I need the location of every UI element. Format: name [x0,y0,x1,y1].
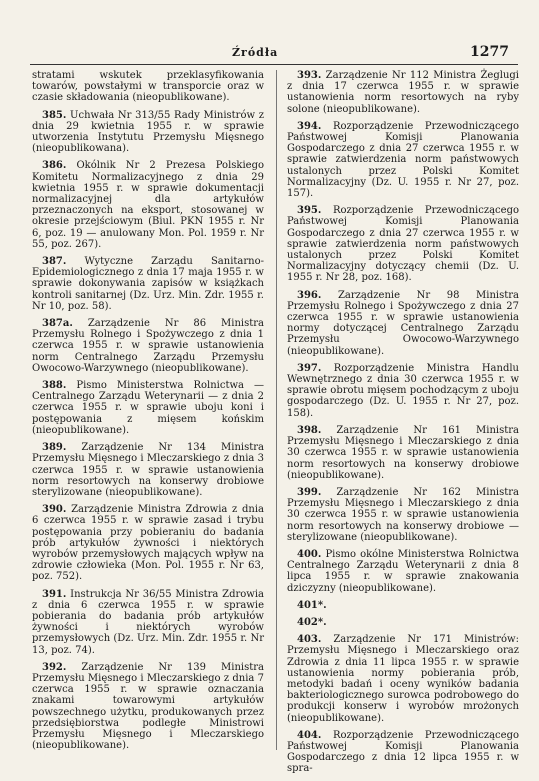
left-column [32,70,264,757]
entry-395: 395. Rozporządzenie Przewodniczącego Państwowej Komisji Planowania Gospodarczego z dnia 27 czerwca 1955 r. w sprawie zatwierdzenia norm państwowych ustalonych przez Polski Komitet Normalizacyjny dotyczący chemii (Dz. U. 1955 r. Nr 28, poz. 168). [287,205,519,284]
entry-399: 399. Zarządzenie Nr 162 Ministra Przemysłu Mięsnego i Mleczarskiego z dnia 30 czerwca 1955 r. w sprawie ustanowienia norm resortowych na konserwy drobiowe — sterylizowane (nieopublikowane). [287,486,519,543]
column-divider [276,70,277,750]
page-number: 1277 [470,44,509,60]
entry-386: 386. Okólnik Nr 2 Prezesa Polskiego Komitetu Normalizacyjnego z dnia 29 kwietnia 1955 r. w sprawie dokumentacji normalizacyjnej dla artykułów przeznaczonych na eksport, stosowanej w okresie przejściowym (Biul. PKN 1955 r. Nr 6, poz. 19 — anulowany Mon. Pol. 1959 r. Nr 55, poz. 267). [32,160,264,250]
page-header [0,0,539,64]
entry-continuation: stratami wskutek przeklasyfikowania towarów, powstałymi w transporcie oraz w czasie składowania (nieopublikowane). [32,70,264,104]
entry-394: 394. Rozporządzenie Przewodniczącego Państwowej Komisji Planowania Gospodarczego z dnia 27 czerwca 1955 r. w sprawie zatwierdzenia norm państwowych ustalonych przez Polski Komitet Normalizacyjny (Dz. U. 1955 r. Nr 27, poz. 157). [287,120,519,200]
entry-398: 398. Zarządzenie Nr 161 Ministra Przemysłu Mięsnego i Mleczarskiego z dnia 30 czerwca 1955 r. w sprawie ustanowienia norm resortowych na konserwy drobiowe (nieopublikowane). [287,424,519,481]
entry-404: 404. Rozporządzenie Przewodniczącego Państwowej Komisji Planowania Gospodarczego z dnia 12 lipca 1955 r. w spra- [287,729,519,775]
entry-392: 392. Zarządzenie Nr 139 Ministra Przemysłu Mięsnego i Mleczarskiego z dnia 7 czerwca 1955 r. w sprawie oznaczania znakami towarowymi artykułów powszechnego użytku, produkowanych przez przedsiębiorstwa podległe Ministrowi Przemysłu Mięsnego i Mleczarskiego (nieopublikowane). [32,661,264,752]
entry-403: 403. Zarządzenie Nr 171 Ministrów: Przemysłu Mięsnego i Mleczarskiego oraz Zdrowia z dnia 11 lipca 1955 r. w sprawie ustanowienia normy pobierania prób, metodyki badań i oceny wyników badania bakteriologicznego surowca podrobowego do produkcji konserw i wyrobów mrożonych (nieopublikowane). [287,634,519,724]
right-column [287,70,519,781]
entry-396: 396. Zarządzenie Nr 98 Ministra Przemysłu Rolnego i Spożywczego z dnia 27 czerwca 1955 r. w sprawie ustanowienia normy dotyczącej Centralnego Zarządu Przemysłu Owocowo-Warzywnego (nieopublikowane). [287,289,519,357]
entry-397: 397. Rozporządzenie Ministra Handlu Wewnętrznego z dnia 30 czerwca 1955 r. w sprawie obrotu mięsem pochodzącym z uboju gospodarczego (Dz. U. 1955 r. Nr 27, poz. 158). [287,362,519,419]
entry-388: 388. Pismo Ministerstwa Rolnictwa — Centralnego Zarządu Weterynarii — z dnia 2 czerwca 1955 r. w sprawie uboju koni i postępowania z mięsem końskim (nieopublikowane). [32,380,264,436]
entry-387a: 387a. Zarządzenie Nr 86 Ministra Przemysłu Rolnego i Spożywczego z dnia 1 czerwca 1955 r. w sprawie ustanowienia norm Centralnego Zarządu Przemysłu Owocowo-Warzywnego (nieopublikowane). [32,318,264,374]
header-rule [30,64,518,65]
entry-393: 393. Zarządzenie Nr 112 Ministra Żeglugi z dnia 17 czerwca 1955 r. w sprawie ustanowienia norm resortowych na ryby solone (nieopublikowane). [287,70,519,115]
entry-389: 389. Zarządzenie Nr 134 Ministra Przemysłu Mięsnego i Mleczarskiego z dnia 3 czerwca 1955 r. w sprawie ustanowienia norm resortowych na konserwy drobiowe sterylizowane (nieopublikowane). [32,442,264,498]
entry-402: 402*. [297,616,327,628]
entry-390: 390. Zarządzenie Ministra Zdrowia z dnia 6 czerwca 1955 r. w sprawie zasad i trybu postępowania przy pobieraniu do badania prób artykułów żywności i niektórych wyrobów przemysłowych mających wpływ na zdrowie człowieka (Mon. Pol. 1955 r. Nr 63, poz. 752). [32,504,265,583]
running-head: Źródła [232,46,279,59]
entry-400: 400. Pismo okólne Ministerstwa Rolnictwa Centralnego Zarządu Weterynarii z dnia 8 lipca 1955 r. w sprawie znakowania dziczyzny (nieopublikowane). [287,548,519,594]
entry-391: 391. Instrukcja Nr 36/55 Ministra Zdrowia z dnia 6 czerwca 1955 r. w sprawie pobierania do badania prób artykułów żywności i niektórych wyrobów przemysłowych (Dz. Urz. Min. Zdr. 1955 r. Nr 13, poz. 74). [32,588,264,656]
entry-385: 385. Uchwała Nr 313/55 Rady Ministrów z dnia 29 kwietnia 1955 r. w sprawie utworzenia Instytutu Przemysłu Mięsnego (nieopublikowana). [32,109,264,155]
entry-401: 401*. [297,599,327,611]
entry-387: 387. Wytyczne Zarządu Sanitarno-Epidemiologicznego z dnia 17 maja 1955 r. w sprawie dokonywania zapisów w książkach kontroli sanitarnej (Dz. Urz. Min. Zdr. 1955 r. Nr 10, poz. 58). [32,256,264,312]
